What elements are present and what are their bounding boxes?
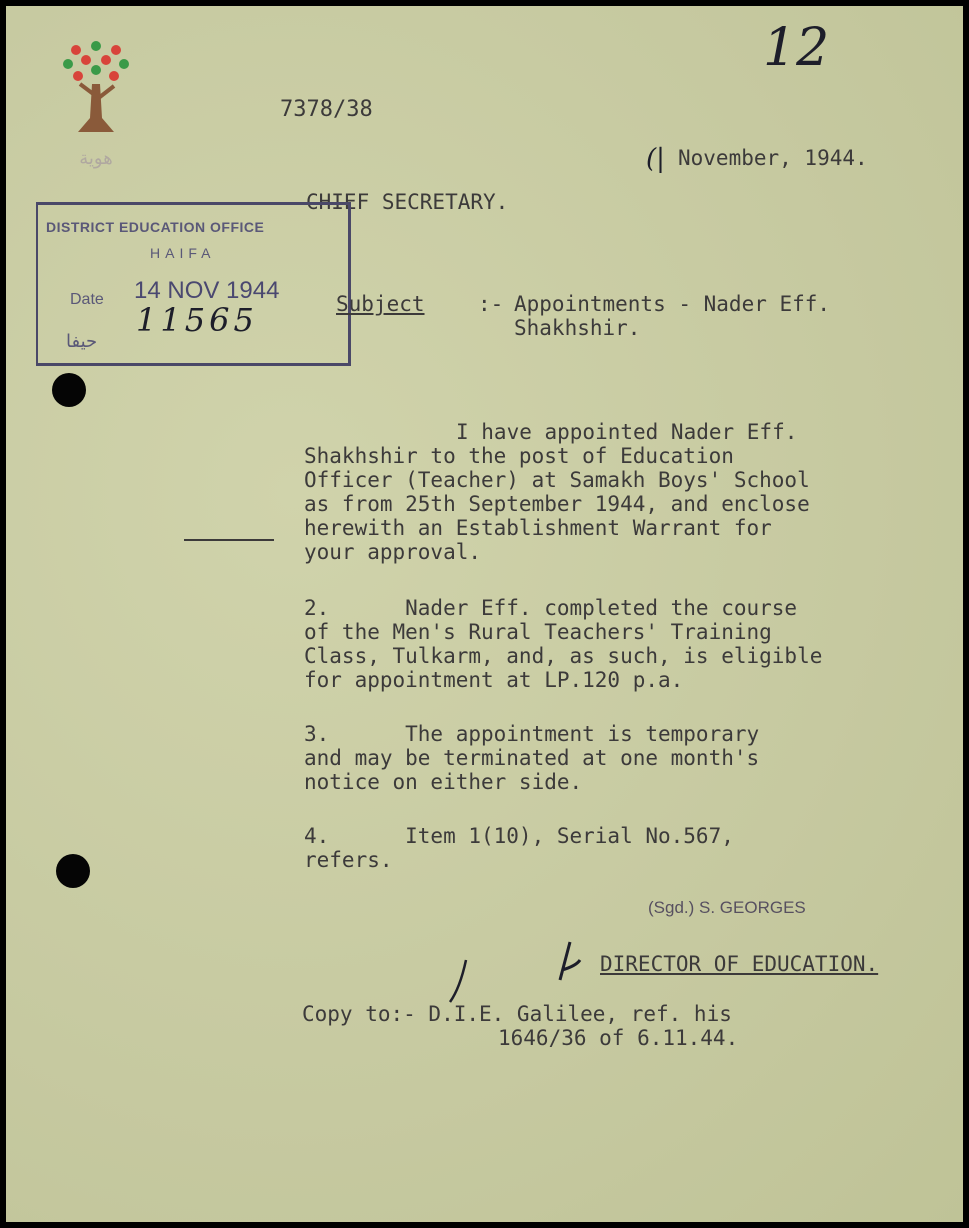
paragraph-line: refers. <box>304 848 393 872</box>
margin-rule <box>184 539 274 541</box>
signature-flourish-icon <box>546 936 596 986</box>
paragraph-line: of the Men's Rural Teachers' Training <box>304 620 772 644</box>
copy-to-line-1: Copy to:- D.I.E. Galilee, ref. his <box>302 1002 732 1026</box>
copy-to-line-2: 1646/36 of 6.11.44. <box>498 1026 739 1050</box>
paragraph-line: as from 25th September 1944, and enclose <box>304 492 810 516</box>
signature-stamp: (Sgd.) S. GEORGES <box>648 898 806 917</box>
paragraph-line: for appointment at LP.120 p.a. <box>304 668 684 692</box>
stamp-office-name: DISTRICT EDUCATION OFFICE <box>46 219 265 235</box>
stamp-city: HAIFA <box>150 245 216 261</box>
file-reference: 7378/38 <box>280 97 373 122</box>
subject-line-2: Shakhshir. <box>514 316 641 340</box>
date-handwritten-mark: (| <box>646 144 665 174</box>
stamp-date-value: 14 NOV 1944 <box>134 277 280 304</box>
punch-hole <box>52 373 86 407</box>
paragraph-line: your approval. <box>304 540 482 564</box>
paragraph-line: notice on either side. <box>304 770 583 794</box>
paragraph-line: I have appointed Nader Eff. <box>456 420 798 444</box>
check-mark-icon <box>442 958 472 1008</box>
paragraph-line: Shakhshir to the post of Education <box>304 444 734 468</box>
punch-hole <box>56 854 90 888</box>
paragraph-line: Officer (Teacher) at Samakh Boys' School <box>304 468 810 492</box>
paragraph-line: 2. Nader Eff. completed the course <box>304 596 798 620</box>
paragraph-line: and may be terminated at one month's <box>304 746 760 770</box>
paragraph-line: 3. The appointment is temporary <box>304 722 760 746</box>
letter-date: November, 1944. <box>678 146 868 170</box>
stamp-date-label: Date <box>70 291 104 308</box>
paragraph-line: Class, Tulkarm, and, as such, is eligible <box>304 644 823 668</box>
signatory-title: DIRECTOR OF EDUCATION. <box>600 952 879 976</box>
subject-line-1: Appointments - Nader Eff. <box>514 292 831 316</box>
archive-tree-logo-icon <box>56 40 136 180</box>
addressee: CHIEF SECRETARY. <box>306 190 509 214</box>
stamp-register-number: 11565 <box>136 301 258 339</box>
paragraph-line: herewith an Establishment Warrant for <box>304 516 772 540</box>
svg-text:هوية: هوية <box>79 148 113 169</box>
district-education-office-stamp <box>36 202 351 366</box>
folio-number: 12 <box>763 18 830 78</box>
stamp-arabic-text: حيفا <box>66 331 98 352</box>
document-page <box>6 6 963 1222</box>
subject-label: Subject <box>336 292 425 316</box>
paragraph-line: 4. Item 1(10), Serial No.567, <box>304 824 734 848</box>
subject-separator: :- <box>478 292 504 316</box>
